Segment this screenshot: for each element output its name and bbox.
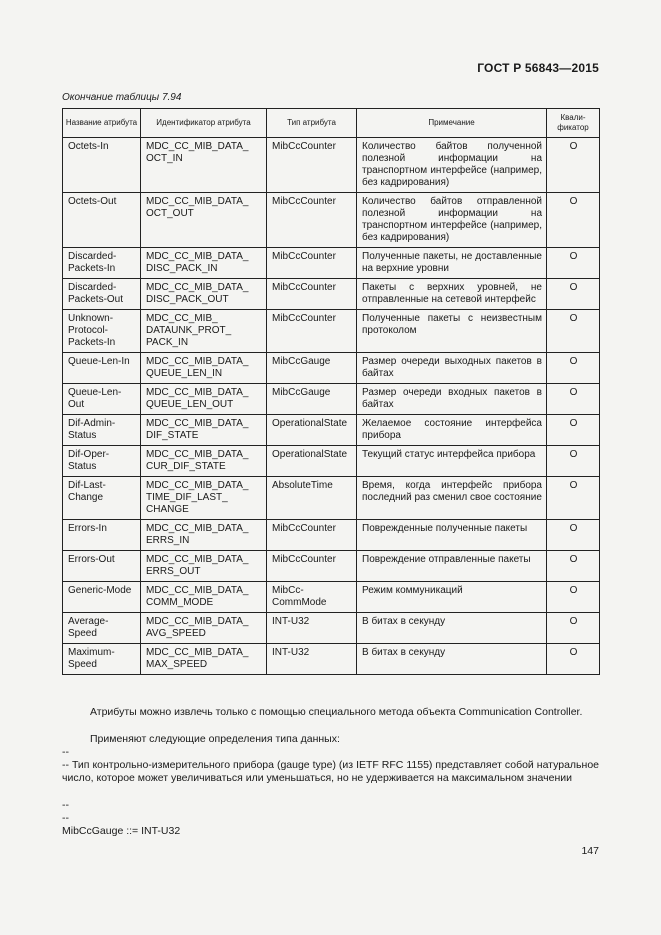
attribute-name-cell: Discarded-Packets-Out — [63, 279, 141, 310]
gauge-type-comment: -- Тип контрольно-измерительного прибора (gauge type) (из IETF RFC 1155) представляет собой натуральное число, которое может увеличиваться или уменьшаться, но не удерживается на максимальном значении — [62, 759, 599, 784]
code-line: -- — [62, 812, 69, 824]
attribute-name-cell: Errors-Out — [63, 551, 141, 582]
qualifier-cell: O — [547, 279, 600, 310]
attribute-type-cell: MibCcCounter — [267, 138, 357, 193]
attribute-note-cell: Пакеты с верхних уровней, не отправленные на сетевой интерфейс — [357, 279, 547, 310]
table-row — [63, 551, 600, 582]
attribute-id-cell: MDC_CC_MIB_DATA_ MAX_SPEED — [141, 644, 267, 675]
attribute-name-cell: Dif-Oper-Status — [63, 446, 141, 477]
column-header: Примечание — [357, 109, 547, 138]
attribute-type-cell: INT-U32 — [267, 644, 357, 675]
attribute-name-cell: Errors-In — [63, 520, 141, 551]
attribute-id-cell: MDC_CC_MIB_DATA_ QUEUE_LEN_OUT — [141, 384, 267, 415]
attribute-name-cell: Discarded-Packets-In — [63, 248, 141, 279]
attribute-type-cell: MibCcGauge — [267, 353, 357, 384]
standard-designation: ГОСТ Р 56843—2015 — [477, 61, 599, 75]
attribute-type-cell: MibCcCounter — [267, 310, 357, 353]
code-line: -- — [62, 799, 69, 811]
paragraph-extraction-note: Атрибуты можно извлечь только с помощью специального метода объекта Communication Controller. — [90, 706, 583, 718]
qualifier-cell: O — [547, 415, 600, 446]
table-row — [63, 415, 600, 446]
attribute-name-cell: Dif-Last-Change — [63, 477, 141, 520]
attribute-name-cell: Octets-Out — [63, 193, 141, 248]
attribute-type-cell: MibCcCounter — [267, 193, 357, 248]
attribute-name-cell: Generic-Mode — [63, 582, 141, 613]
qualifier-cell: O — [547, 582, 600, 613]
attribute-name-cell: Dif-Admin-Status — [63, 415, 141, 446]
attribute-id-cell: MDC_CC_MIB_DATA_ AVG_SPEED — [141, 613, 267, 644]
attribute-type-cell: MibCc-CommMode — [267, 582, 357, 613]
attribute-id-cell: MDC_CC_MIB_DATA_ OCT_IN — [141, 138, 267, 193]
attribute-type-cell: AbsoluteTime — [267, 477, 357, 520]
attribute-type-cell: MibCcGauge — [267, 384, 357, 415]
attribute-note-cell: Повреждение отправленные пакеты — [357, 551, 547, 582]
table-row — [63, 384, 600, 415]
column-header: Идентификатор атрибута — [141, 109, 267, 138]
qualifier-cell: O — [547, 248, 600, 279]
qualifier-cell: O — [547, 193, 600, 248]
attribute-name-cell: Queue-Len-Out — [63, 384, 141, 415]
paragraph-type-definitions: Применяют следующие определения типа данных: — [90, 733, 340, 745]
table-row — [63, 446, 600, 477]
qualifier-cell: O — [547, 551, 600, 582]
table-row — [63, 582, 600, 613]
attribute-note-cell: Текущий статус интерфейса прибора — [357, 446, 547, 477]
table-row — [63, 310, 600, 353]
attributes-table — [62, 108, 600, 675]
attribute-type-cell: OperationalState — [267, 415, 357, 446]
table-row — [63, 353, 600, 384]
attribute-type-cell: MibCcCounter — [267, 520, 357, 551]
attribute-note-cell: Размер очереди входных пакетов в байтах — [357, 384, 547, 415]
attribute-name-cell: Average-Speed — [63, 613, 141, 644]
table-row — [63, 193, 600, 248]
attribute-id-cell: MDC_CC_MIB_DATA_ TIME_DIF_LAST_ CHANGE — [141, 477, 267, 520]
attribute-id-cell: MDC_CC_MIB_DATA_ DISC_PACK_IN — [141, 248, 267, 279]
attribute-id-cell: MDC_CC_MIB_DATA_ DISC_PACK_OUT — [141, 279, 267, 310]
table-row — [63, 279, 600, 310]
attribute-note-cell: Количество байтов отправленной полезной информации на транспортном интерфейсе (например, без кадрирования) — [357, 193, 547, 248]
qualifier-cell: O — [547, 613, 600, 644]
table-row — [63, 520, 600, 551]
table-row — [63, 248, 600, 279]
attribute-note-cell: В битах в секунду — [357, 644, 547, 675]
attribute-note-cell: Количество байтов полученной полезной информации на транспортном интерфейсе (например, без кадрирования) — [357, 138, 547, 193]
code-definition: MibCcGauge ::= INT-U32 — [62, 825, 181, 837]
table-row — [63, 613, 600, 644]
table-row — [63, 138, 600, 193]
attribute-id-cell: MDC_CC_MIB_DATA_ DIF_STATE — [141, 415, 267, 446]
attribute-id-cell: MDC_CC_MIB_DATA_ QUEUE_LEN_IN — [141, 353, 267, 384]
qualifier-cell: O — [547, 353, 600, 384]
qualifier-cell: O — [547, 446, 600, 477]
attribute-id-cell: MDC_CC_MIB_ DATAUNK_PROT_ PACK_IN — [141, 310, 267, 353]
attribute-note-cell: Поврежденные полученные пакеты — [357, 520, 547, 551]
attribute-note-cell: В битах в секунду — [357, 613, 547, 644]
attribute-name-cell: Queue-Len-In — [63, 353, 141, 384]
qualifier-cell: O — [547, 477, 600, 520]
column-header: Квали-фикатор — [547, 109, 600, 138]
qualifier-cell: O — [547, 384, 600, 415]
attribute-note-cell: Время, когда интерфейс прибора последний раз сменил свое состояние — [357, 477, 547, 520]
attribute-type-cell: MibCcCounter — [267, 279, 357, 310]
attribute-type-cell: MibCcCounter — [267, 248, 357, 279]
attribute-name-cell: Octets-In — [63, 138, 141, 193]
attribute-note-cell: Полученные пакеты с неизвестным протоколом — [357, 310, 547, 353]
table-row — [63, 644, 600, 675]
attribute-note-cell: Полученные пакеты, не доставленные на верхние уровни — [357, 248, 547, 279]
qualifier-cell: O — [547, 138, 600, 193]
attribute-type-cell: INT-U32 — [267, 613, 357, 644]
table-row — [63, 477, 600, 520]
attribute-note-cell: Размер очереди выходных пакетов в байтах — [357, 353, 547, 384]
table-header-row — [63, 109, 600, 138]
attribute-type-cell: OperationalState — [267, 446, 357, 477]
code-line: -- — [62, 746, 69, 758]
attribute-type-cell: MibCcCounter — [267, 551, 357, 582]
attribute-name-cell: Unknown-Protocol-Packets-In — [63, 310, 141, 353]
attribute-id-cell: MDC_CC_MIB_DATA_ COMM_MODE — [141, 582, 267, 613]
attribute-id-cell: MDC_CC_MIB_DATA_ ERRS_IN — [141, 520, 267, 551]
column-header: Название атрибута — [63, 109, 141, 138]
qualifier-cell: O — [547, 310, 600, 353]
attribute-name-cell: Maximum-Speed — [63, 644, 141, 675]
attribute-note-cell: Желаемое состояние интерфейса прибора — [357, 415, 547, 446]
table-caption: Окончание таблицы 7.94 — [62, 92, 182, 103]
column-header: Тип атрибута — [267, 109, 357, 138]
attribute-id-cell: MDC_CC_MIB_DATA_ ERRS_OUT — [141, 551, 267, 582]
attribute-id-cell: MDC_CC_MIB_DATA_ OCT_OUT — [141, 193, 267, 248]
attribute-id-cell: MDC_CC_MIB_DATA_ CUR_DIF_STATE — [141, 446, 267, 477]
attribute-note-cell: Режим коммуникаций — [357, 582, 547, 613]
page-number: 147 — [581, 845, 599, 857]
qualifier-cell: O — [547, 520, 600, 551]
qualifier-cell: O — [547, 644, 600, 675]
